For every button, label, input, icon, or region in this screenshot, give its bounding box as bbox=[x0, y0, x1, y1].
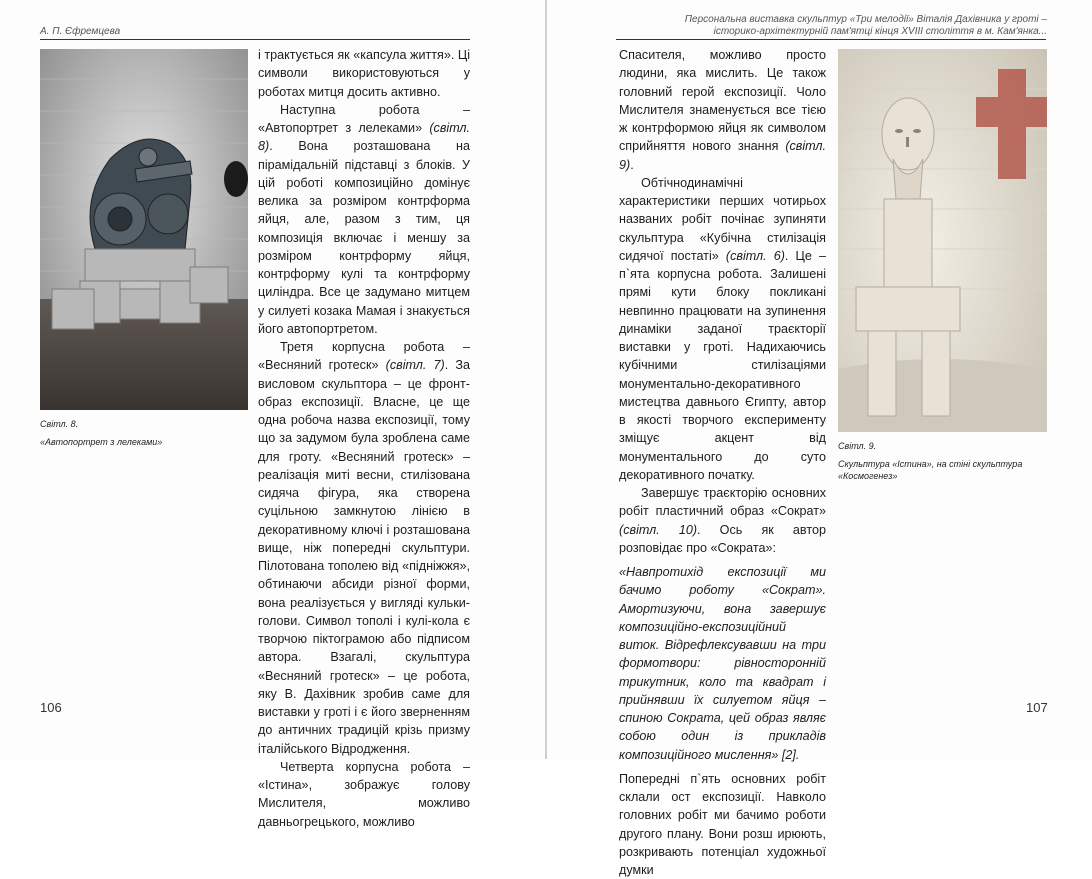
figure-reference: (світл. 7) bbox=[385, 358, 445, 373]
figure-reference: (світл. 8) bbox=[258, 121, 471, 154]
figure-reference: (світл. 9) bbox=[619, 139, 826, 172]
sculpture-photo-illustration bbox=[40, 49, 248, 410]
header-rule-right bbox=[616, 39, 1046, 40]
paragraph: Третя корпусна робота – «Весняний гротеск» (світл. 7). За висловом скульптора – це фронт-образ експозиції. Власне, це ще одна робоча назва експозиції, тому що за задумом була зроблена саме для гроту. «Весняний гротеск» – реалізація миті весни, стилізована сидяча фігура, яка створена суцільною замкнутою лінією в декоративному ключі і розташована вище, ніж попередні скульптури. Пілотована тополею від «підніжжя», обтинаючи абсиди різної форми, вона реалізується у вигляді кульки-голови. Символ тополі і кулі-кола є творчою піктограмою або підписом автора. Взагалі, скульптура «Весняний гротеск» – це робота, яку В. Дахівник зробив саме для виставки у гроті і є його зверненням до античних традицій крізь призму італійського Відродження. bbox=[258, 340, 470, 756]
photo-self-portrait-with-storks bbox=[40, 49, 248, 410]
paragraph: Спасителя, можливо просто людини, яка мислить. Це також головний герой експозиції. Чоло Мислителя знаменується все тією ж контрформою яйця як символом сприйняття нового знання (світл. 9). bbox=[619, 48, 826, 172]
figure-label-8: Світл. 8. bbox=[40, 419, 79, 429]
running-head-title: Персональна виставка скульптур «Три мелодії» Віталія Дахівника у гроті – історико-архітектурній пам'ятці кінця XVIII століття в м. Кам'янка... bbox=[684, 14, 1047, 37]
paragraph: Завершує траєкторію основних робіт пластичний образ «Сократ» (світл. 10). Ось як автор розповідає про «Сократа»: bbox=[619, 486, 826, 555]
right-text-column bbox=[619, 46, 826, 879]
paragraph: Четверта корпусна робота – «Істина», зображує голову Мислителя, можливо давньогрецького, можливо bbox=[258, 759, 470, 829]
paragraph: і трактується як «капсула життя». Ці символи використовуються у роботах митця досить активно. bbox=[258, 48, 470, 99]
page-number-right: 107 bbox=[1026, 700, 1048, 715]
paragraph: Обтічнодинамічні характеристики перших чотирьох названих робіт почінає зупиняти скульптура «Кубічна стилізація сидячої постаті» (світл. 6). Це – п`ята корпусна робота. Залишені прямі кути блоку покликані невпинно працювати на зупинення динаміки заданої траєкторії виставки у гроті. Надихаючись кубічними стилізаціями монументально-декоративного мистецтва давнього Єгипту, автор в якості творчого експерименту зміщує акцент від монументального до суто декоративного початку. bbox=[619, 175, 827, 482]
figure-reference: (світл. 10) bbox=[619, 522, 698, 537]
running-head-author: А. П. Єфремцева bbox=[40, 26, 121, 37]
figure-reference: (світл. 6) bbox=[725, 248, 785, 263]
left-text-column bbox=[258, 46, 470, 831]
figure-caption-9: Скульптура «Істина», на стіні скульптура «Космогенез» bbox=[838, 459, 1023, 481]
photo-truth-sculpture bbox=[838, 49, 1047, 432]
paragraph: Попередні п`ять основних робіт склали ост експозиції. Навколо головних робіт ми бачимо роботи другого плану. Вони розш ирюють, розкривають потенціал художньої думки bbox=[619, 771, 826, 877]
page-number-left: 106 bbox=[40, 700, 62, 715]
author-quote: «Навпротихід експозиції ми бачимо роботу «Сократ». Амортизуючи, вона завершує композиційно-експозиційний виток. Відрефлексувавши на три формотвори: рівносторонній трикутник, коло та квадрат і прийнявши їх силуетом яйця – спиною Сократа, цей образ являє собою один із прикладів композиційного мислення» [2]. bbox=[619, 565, 826, 762]
book-gutter bbox=[545, 0, 547, 759]
figure-caption-8: «Автопортрет з лелеками» bbox=[40, 437, 163, 447]
sculpture-photo-illustration bbox=[838, 49, 1047, 432]
figure-label-9: Світл. 9. bbox=[838, 441, 877, 451]
header-rule-left bbox=[40, 39, 470, 40]
paragraph: Наступна робота – «Автопортрет з лелеками» (світл. 8). Вона розташована на пірамідальній підставці з блоків. У цій роботі композиційно домінує велика за розміром контрформа яйця, але, разом з тим, ця композиція включає і меншу за розміром контрформу яйця, контрформу кулі та контрформу циліндра. Все це задумано митцем у силуеті козака Мамая і знакується його автопортретом. bbox=[258, 102, 471, 336]
